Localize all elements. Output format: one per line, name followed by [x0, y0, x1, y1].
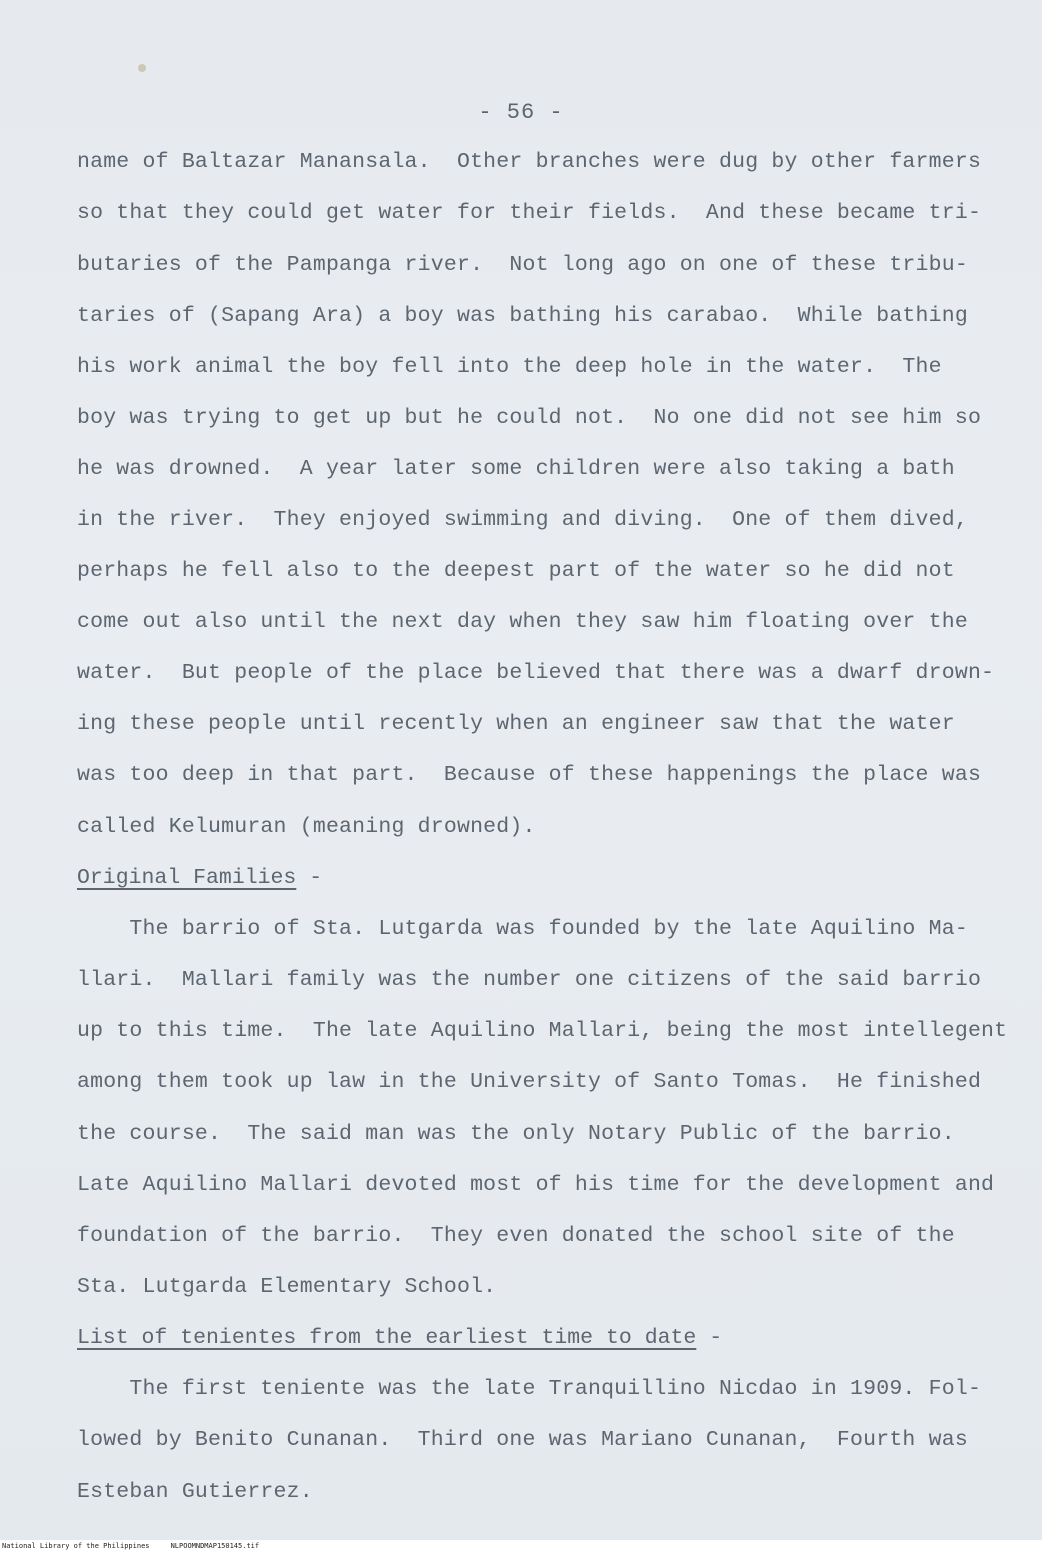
- text-line: lowed by Benito Cunanan. Third one was Mariano Cunanan, Fourth was: [77, 1428, 968, 1452]
- text-line: come out also until the next day when they saw him floating over the: [77, 610, 968, 634]
- text-line: so that they could get water for their fields. And these became tri-: [77, 201, 982, 225]
- text-line: was too deep in that part. Because of these happenings the place was: [77, 763, 982, 787]
- scan-footer: [0, 1540, 1042, 1553]
- footer-filename: NLPOOMNDMAP150145.tif: [170, 1542, 260, 1550]
- text-line: butaries of the Pampanga river. Not long ago on one of these tribu-: [77, 253, 968, 277]
- text-line: Esteban Gutierrez.: [77, 1480, 313, 1504]
- paper-stain: [138, 64, 146, 72]
- text-line: he was drowned. A year later some children were also taking a bath: [77, 457, 955, 481]
- text-line: name of Baltazar Manansala. Other branches were dug by other farmers: [77, 150, 982, 174]
- heading-title: Original Families: [77, 866, 297, 890]
- text-line: among them took up law in the University of Santo Tomas. He finished: [77, 1070, 982, 1094]
- section-heading-tenientes: [77, 1326, 722, 1350]
- text-line: ing these people until recently when an engineer saw that the water: [77, 712, 955, 736]
- text-line: foundation of the barrio. They even donated the school site of the: [77, 1224, 955, 1248]
- text-line: The first teniente was the late Tranquillino Nicdao in 1909. Fol-: [77, 1377, 982, 1401]
- heading-suffix: -: [696, 1326, 723, 1350]
- section-heading-original-families: [77, 866, 322, 890]
- text-line: the course. The said man was the only Notary Public of the barrio.: [77, 1122, 955, 1146]
- text-line: boy was trying to get up but he could not. No one did not see him so: [77, 406, 982, 430]
- heading-suffix: -: [296, 866, 323, 890]
- text-line: perhaps he fell also to the deepest part of the water so he did not: [77, 559, 955, 583]
- text-line: taries of (Sapang Ara) a boy was bathing his carabao. While bathing: [77, 304, 968, 328]
- footer-library: National Library of the Philippines: [2, 1542, 150, 1550]
- text-line: Late Aquilino Mallari devoted most of his time for the development and: [77, 1173, 995, 1197]
- text-line: llari. Mallari family was the number one citizens of the said barrio: [77, 968, 982, 992]
- text-line: Sta. Lutgarda Elementary School.: [77, 1275, 497, 1299]
- text-line: his work animal the boy fell into the deep hole in the water. The: [77, 355, 942, 379]
- text-line: up to this time. The late Aquilino Mallari, being the most intellegent: [77, 1019, 1008, 1043]
- text-line: The barrio of Sta. Lutgarda was founded by the late Aquilino Ma-: [77, 917, 968, 941]
- text-line: called Kelumuran (meaning drowned).: [77, 815, 536, 839]
- text-line: in the river. They enjoyed swimming and diving. One of them dived,: [77, 508, 968, 532]
- text-line: water. But people of the place believed that there was a dwarf drown-: [77, 661, 995, 685]
- heading-title: List of tenientes from the earliest time to date: [77, 1326, 697, 1350]
- page-number: - 56 -: [478, 100, 564, 125]
